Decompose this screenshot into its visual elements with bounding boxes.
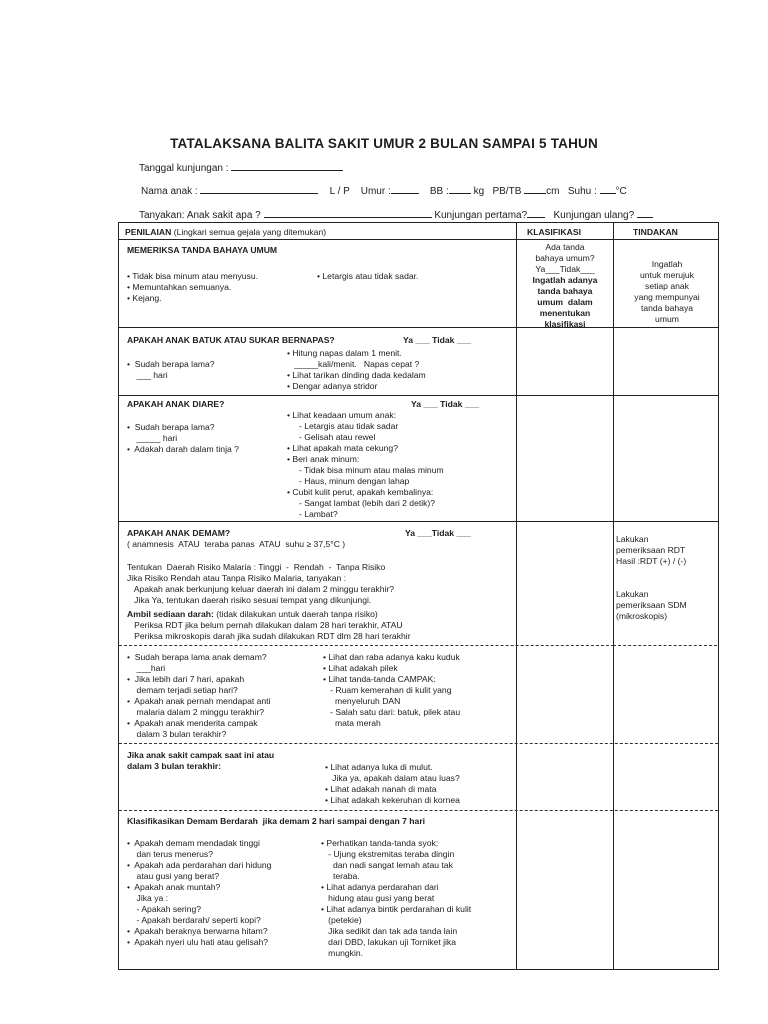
fever-tindakan: Lakukan pemeriksaan RDT Hasil :RDT (+) / (-) Lakukan pemeriksaan SDM (mikroskopis) — [616, 534, 687, 621]
diarrhea-checks: • Lihat keadaan umum anak: - Letargis atau tidak sadar - Gelisah atau rewel • Lihat apakah mata cekung? • Beri anak minum: - Tidak bisa minum atau malas minum - Haus, minum dengan lahap • Cubit kulit perut, apakah kembalinya: - Sangat lambat (lebih dari 2 detik)? - Lambat? — [287, 410, 444, 519]
column-divider — [516, 223, 517, 969]
cough-duration: • Sudah berapa lama? ___ hari — [127, 359, 215, 380]
dengue-heading: Klasifikasikan Demam Berdarah jika demam 2 hari sampai dengan 7 hari — [127, 816, 426, 826]
column-divider — [613, 223, 614, 969]
blood-sample-heading: Ambil sediaan darah: (tidak dilakukan untuk daerah tanpa risiko) — [127, 609, 378, 619]
blood-sample-instructions: Periksa RDT jika belum pernah dilakukan dalam 28 hari terakhir, ATAU Periksa mikroskopis darah jika sudah dilakukan RDT dlm 28 hari terakhir — [134, 620, 411, 641]
diarrhea-heading: APAKAH ANAK DIARE? — [127, 399, 225, 409]
cough-heading: APAKAH ANAK BATUK ATAU SUKAR BERNAPAS? — [127, 335, 335, 345]
malaria-risk-area: Tentukan Daerah Risiko Malaria : Tinggi - Rendah - Tanpa Risiko Jika Risiko Rendah atau Tanpa Risiko Malaria, tanyakan : Apakah anak berkunjung keluar daerah ini dalam 2 minggu terakhir? Jika Ya, tentukan daerah risiko sesuai tempat yang dikunjungi. — [127, 562, 395, 605]
form-title: TATALAKSANA BALITA SAKIT UMUR 2 BULAN SAMPAI 5 TAHUN — [170, 136, 598, 151]
height-label: PB/TB — [492, 186, 522, 197]
diarrhea-yes-no: Ya ___ Tidak ___ — [411, 399, 480, 409]
first-visit-field[interactable] — [527, 207, 545, 218]
complaint-field[interactable] — [264, 207, 432, 218]
patient-info-row — [141, 183, 627, 197]
followup-visit-field[interactable] — [637, 207, 653, 218]
fever-criteria: ( anamnesis ATAU teraba panas ATAU suhu ≥ 37,5°C ) — [127, 539, 346, 549]
weight-field[interactable] — [449, 183, 471, 194]
child-name-label: Nama anak : — [141, 186, 198, 197]
fever-checks: • Lihat dan raba adanya kaku kuduk • Lihat adakah pilek • Lihat tanda-tanda CAMPAK: - Ruam kemerahan di kulit yang menyeluruh DAN - Salah satu dari: batuk, pilek atau mata merah — [323, 652, 461, 728]
danger-sign-lethargy: • Letargis atau tidak sadar. — [317, 271, 419, 281]
visit-date-label: Tanggal kunjungan : — [139, 163, 229, 174]
cough-checks: • Hitung napas dalam 1 menit. _____kali/menit. Napas cepat ? • Lihat tarikan dinding dada kedalam • Dengar adanya stridor — [287, 348, 426, 391]
cough-yes-no: Ya ___ Tidak ___ — [403, 335, 472, 345]
danger-signs-left: • Tidak bisa minum atau menyusu. • Memuntahkan semuanya. • Kejang. — [127, 271, 259, 303]
temperature-label: Suhu : — [567, 186, 597, 197]
complaint-label: Tanyakan: Anak sakit apa ? — [139, 210, 261, 221]
height-field[interactable] — [524, 183, 546, 194]
visit-date-row — [139, 160, 343, 174]
age-label: Umur : — [360, 186, 391, 197]
complaint-row — [139, 207, 653, 221]
penilaian-header: PENILAIAN (Lingkari semua gejala yang ditemukan) — [125, 227, 327, 237]
visit-date-field[interactable] — [231, 160, 343, 171]
dengue-questions: • Apakah demam mendadak tinggi dan terus menerus? • Apakah ada perdarahan dari hidung atau gusi yang berat? • Apakah anak muntah? Jika ya : - Apakah sering? - Apakah berdarah/ seperti kopi? • Apakah beraknya berwarna hitam? • Apakah nyeri ulu hati atau gelisah? — [127, 838, 272, 947]
temperature-field[interactable] — [600, 183, 616, 194]
measles-heading: Jika anak sakit campak saat ini atau dalam 3 bulan terakhir: — [127, 750, 275, 771]
klasifikasi-header: KLASIFIKASI — [527, 227, 581, 237]
assessment-form — [118, 222, 719, 970]
diarrhea-questions: • Sudah berapa lama? _____ hari • Adakah darah dalam tinja ? — [127, 422, 239, 454]
age-field[interactable] — [391, 183, 419, 194]
first-visit-label: Kunjungan pertama? — [434, 210, 528, 221]
tindakan-header: TINDAKAN — [633, 227, 678, 237]
danger-klasifikasi-note: Ingatlah adanya tanda bahaya umum dalam menentukan klasifikasi — [532, 275, 598, 329]
measles-checks: • Lihat adanya luka di mulut. Jika ya, apakah dalam atau luas? • Lihat adakah nanah di mata • Lihat adakah kekeruhan di kornea — [325, 762, 460, 805]
weight-unit: kg — [473, 186, 485, 197]
child-name-field[interactable] — [200, 183, 318, 194]
fever-questions: • Sudah berapa lama anak demam? ___hari • Jika lebih dari 7 hari, apakah demam terjadi setiap hari? • Apakah anak pernah mendapat anti malaria dalam 2 minggu terakhir? • Apakah anak menderita campak dalam 3 bulan terakhir? — [127, 652, 271, 739]
danger-tindakan: Ingatlah untuk merujuk setiap anak yang mempunyai tanda bahaya umum — [634, 259, 700, 324]
followup-visit-label: Kunjungan ulang? — [553, 210, 635, 221]
height-unit: cm — [546, 186, 560, 197]
sex-label: L / P — [329, 186, 350, 197]
danger-klasifikasi: Ada tanda bahaya umum? Ya___Tidak___ — [535, 242, 595, 274]
danger-signs-heading: MEMERIKSA TANDA BAHAYA UMUM — [127, 245, 278, 255]
temperature-unit: °C — [615, 186, 627, 197]
dengue-checks: • Perhatikan tanda-tanda syok: - Ujung ekstremitas teraba dingin dan nadi sangat lemah atau tak teraba. • Lihat adanya perdarahan dari hidung atau gusi yang berat • Lihat adanya bintik perdarahan di kulit (petekie) Jika sedikit dan tak ada tanda lain dari DBD, lakukan uji Torniket jika mungkin. — [321, 838, 472, 958]
fever-yes-no: Ya ___Tidak ___ — [405, 528, 471, 538]
fever-heading: APAKAH ANAK DEMAM? — [127, 528, 231, 538]
weight-label: BB : — [429, 186, 449, 197]
